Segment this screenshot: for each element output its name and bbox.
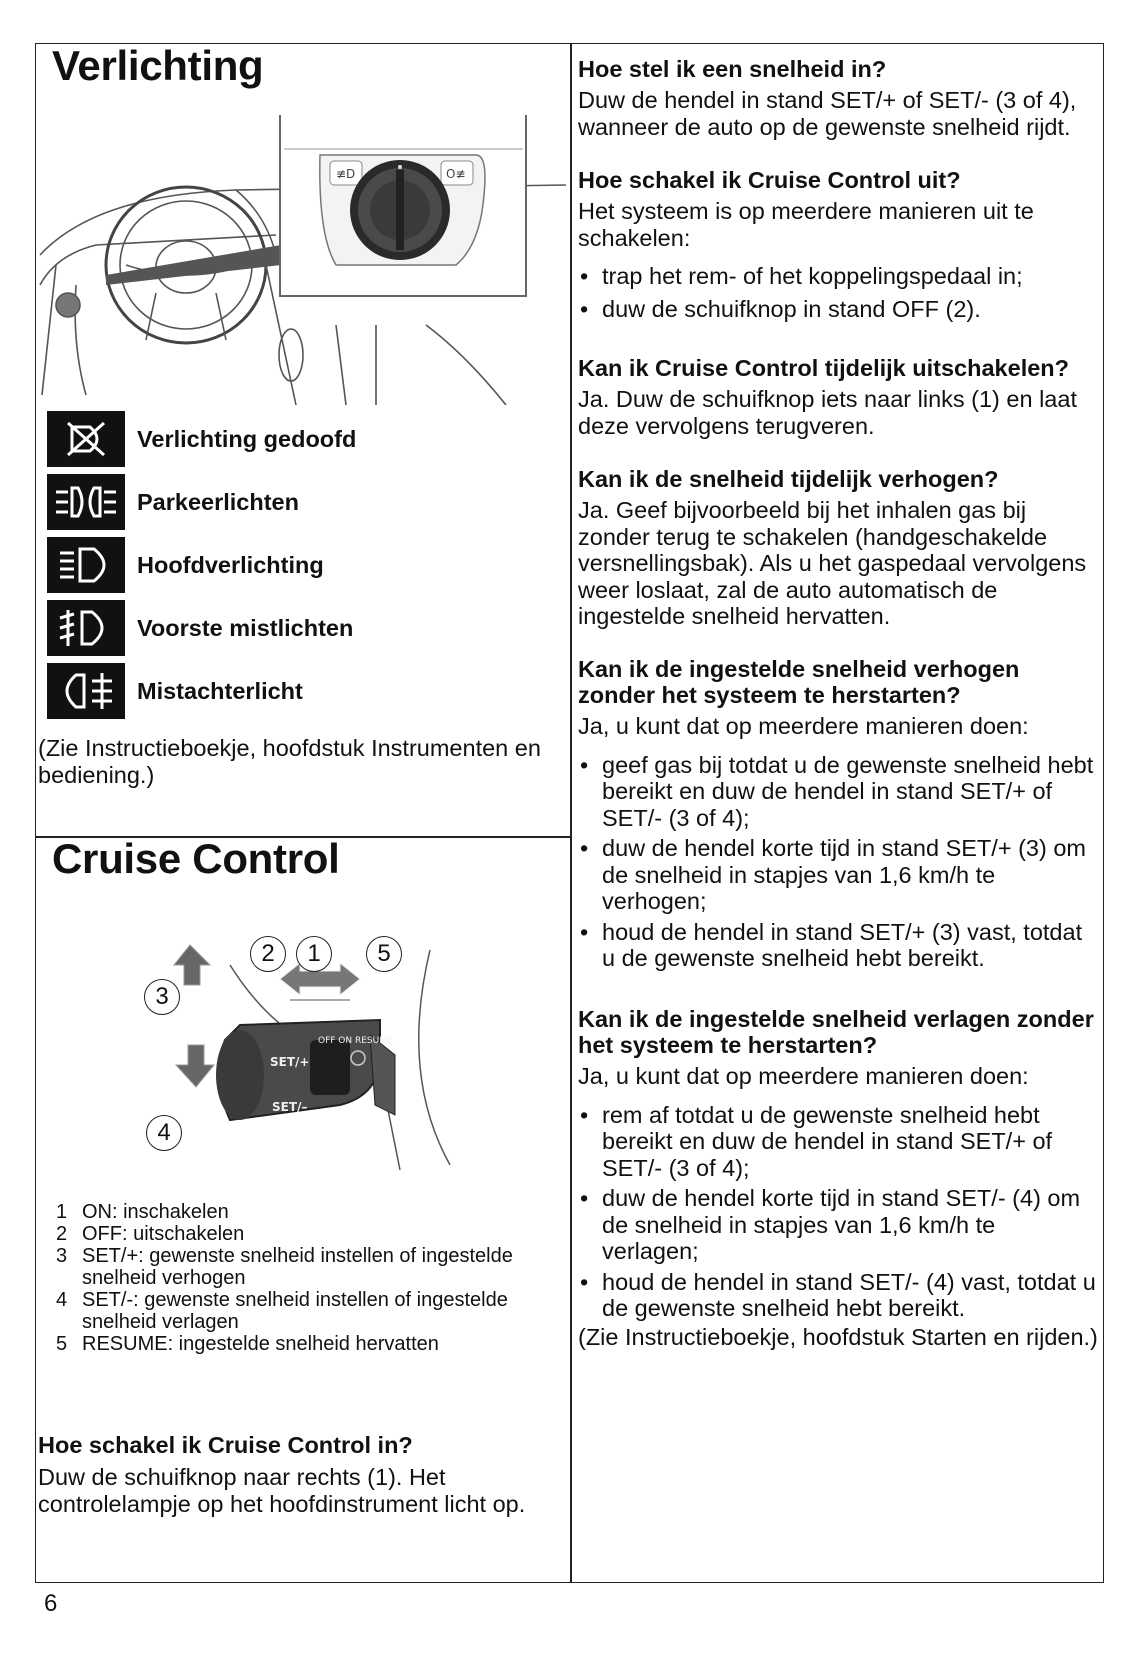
section-set-speed — [578, 56, 1098, 140]
section-decrease-without-restart — [578, 1006, 1098, 1350]
headlights-icon — [47, 537, 125, 593]
lights-off-icon — [47, 411, 125, 467]
verlichting-note: (Zie Instructieboekje, hoofdstuk Instrumenten en bediening.) — [38, 735, 541, 788]
question-heading: Kan ik de ingestelde snelheid verhogen zonder het systeem te herstarten? — [578, 656, 1020, 708]
symbol-row-parking-lights — [47, 474, 299, 530]
legend-text: ON: inschakelen — [82, 1201, 229, 1223]
lever-set-minus-label: SET/– — [272, 1100, 308, 1114]
list-item: • trap het rem- of het koppelingspedaal in; — [578, 263, 1098, 290]
legend-number: 3 — [56, 1245, 68, 1267]
list-item: • houd de hendel in stand SET/+ (3) vast, totdat u de gewenste snelheid hebt bereikt. — [578, 919, 1098, 972]
question-heading: Hoe schakel ik Cruise Control in? — [38, 1432, 413, 1458]
answer-text: Ja, u kunt dat op meerdere manieren doen: — [578, 713, 1029, 739]
legend-text: OFF: uitschakelen — [82, 1223, 245, 1245]
section-cruise-in — [38, 1432, 563, 1517]
marker-1: 1 — [296, 936, 332, 972]
marker-3: 3 — [144, 979, 180, 1015]
dashboard-illustration — [36, 115, 566, 405]
legend-item — [56, 1223, 566, 1245]
answer-text: Ja, u kunt dat op meerdere manieren doen: — [578, 1063, 1029, 1089]
list-item: • rem af totdat u de gewenste snelheid hebt bereikt en duw de hendel in stand SET/+ of SET/- (3 of 4); — [578, 1102, 1098, 1182]
legend-item — [56, 1201, 566, 1223]
legend-number: 4 — [56, 1289, 68, 1311]
question-heading: Hoe stel ik een snelheid in? — [578, 56, 887, 82]
symbol-row-rear-fog — [47, 663, 303, 719]
svg-text:≢D: ≢D — [336, 167, 356, 181]
rear-fog-light-icon — [47, 663, 125, 719]
legend-number: 2 — [56, 1223, 68, 1245]
list-item: • houd de hendel in stand SET/- (4) vast, totdat u de gewenste snelheid hebt bereikt. — [578, 1269, 1098, 1322]
lever-set-plus-label: SET/+ — [270, 1055, 310, 1069]
answer-text: Ja. Geef bijvoorbeeld bij het inhalen gas bij zonder terug te schakelen (handgeschakelde versnellingsbak). Als u het gaspedaal vervolgens weer loslaat, zal de auto automatisch de ingestelde snelheid hervatten. — [578, 497, 1087, 629]
legend-text: RESUME: ingestelde snelheid hervatten — [82, 1333, 439, 1355]
legend-text: SET/+: gewenste snelheid instellen of ingestelde snelheid verhogen — [82, 1245, 513, 1289]
symbol-label: Verlichting gedoofd — [137, 425, 357, 452]
bullet-list — [578, 752, 1098, 972]
answer-text: Duw de hendel in stand SET/+ of SET/- (3 of 4), wanneer de auto op de gewenste snelheid rijdt. — [578, 87, 1077, 140]
symbol-row-headlights — [47, 537, 324, 593]
list-item: • geef gas bij totdat u de gewenste snelheid hebt bereikt en duw de hendel in stand SET/+ of SET/- (3 of 4); — [578, 752, 1098, 832]
cruise-control-title: Cruise Control — [52, 835, 340, 882]
legend-number: 5 — [56, 1333, 68, 1355]
bullet-list — [578, 1102, 1098, 1322]
section-increase-without-restart — [578, 656, 1098, 972]
question-heading: Kan ik de snelheid tijdelijk verhogen? — [578, 466, 999, 492]
list-item: • duw de schuifknop in stand OFF (2). — [578, 296, 1098, 323]
list-item: • duw de hendel korte tijd in stand SET/- (4) om de snelheid in stapjes van 1,6 km/h te verlagen; — [578, 1185, 1098, 1265]
section-temporary-off — [578, 355, 1098, 439]
symbol-label: Mistachterlicht — [137, 677, 303, 704]
verlichting-title: Verlichting — [52, 42, 264, 89]
cruise-legend — [56, 1201, 566, 1355]
legend-text: SET/-: gewenste snelheid instellen of ingestelde snelheid verlagen — [82, 1289, 508, 1333]
answer-text: Ja. Duw de schuifknop iets naar links (1) en laat deze vervolgens terugveren. — [578, 386, 1077, 439]
marker-2: 2 — [250, 936, 286, 972]
front-fog-light-icon — [47, 600, 125, 656]
legend-item — [56, 1245, 566, 1289]
page-number: 6 — [44, 1590, 58, 1617]
legend-item — [56, 1289, 566, 1333]
lever-off-on-resume-label: OFF ON RESUME — [318, 1036, 393, 1046]
symbol-label: Hoofdverlichting — [137, 551, 324, 578]
marker-5: 5 — [366, 936, 402, 972]
symbol-row-front-fog — [47, 600, 353, 656]
svg-text:O≢: O≢ — [446, 167, 466, 181]
legend-item — [56, 1333, 566, 1355]
parking-lights-icon — [47, 474, 125, 530]
symbol-label: Parkeerlichten — [137, 488, 299, 515]
bullet-list — [578, 263, 1098, 322]
question-heading: Hoe schakel ik Cruise Control uit? — [578, 167, 961, 193]
answer-text: Duw de schuifknop naar rechts (1). Het controlelampje op het hoofdinstrument licht op. — [38, 1464, 526, 1517]
list-item: • duw de hendel korte tijd in stand SET/+ (3) om de snelheid in stapjes van 1,6 km/h te verhogen; — [578, 835, 1098, 915]
question-heading: Kan ik Cruise Control tijdelijk uitschakelen? — [578, 355, 1069, 381]
section-temporary-increase — [578, 466, 1098, 630]
question-heading: Kan ik de ingestelde snelheid verlagen zonder het systeem te herstarten? — [578, 1006, 1094, 1058]
answer-text: Het systeem is op meerdere manieren uit te schakelen: — [578, 198, 1034, 251]
marker-4: 4 — [146, 1115, 182, 1151]
reference-note: (Zie Instructieboekje, hoofdstuk Starten en rijden.) — [578, 1323, 1098, 1350]
column-divider — [570, 43, 572, 1583]
symbol-row-lights-off — [47, 411, 356, 467]
symbol-label: Voorste mistlichten — [137, 614, 354, 641]
section-switch-off — [578, 167, 1098, 322]
legend-number: 1 — [56, 1201, 68, 1223]
